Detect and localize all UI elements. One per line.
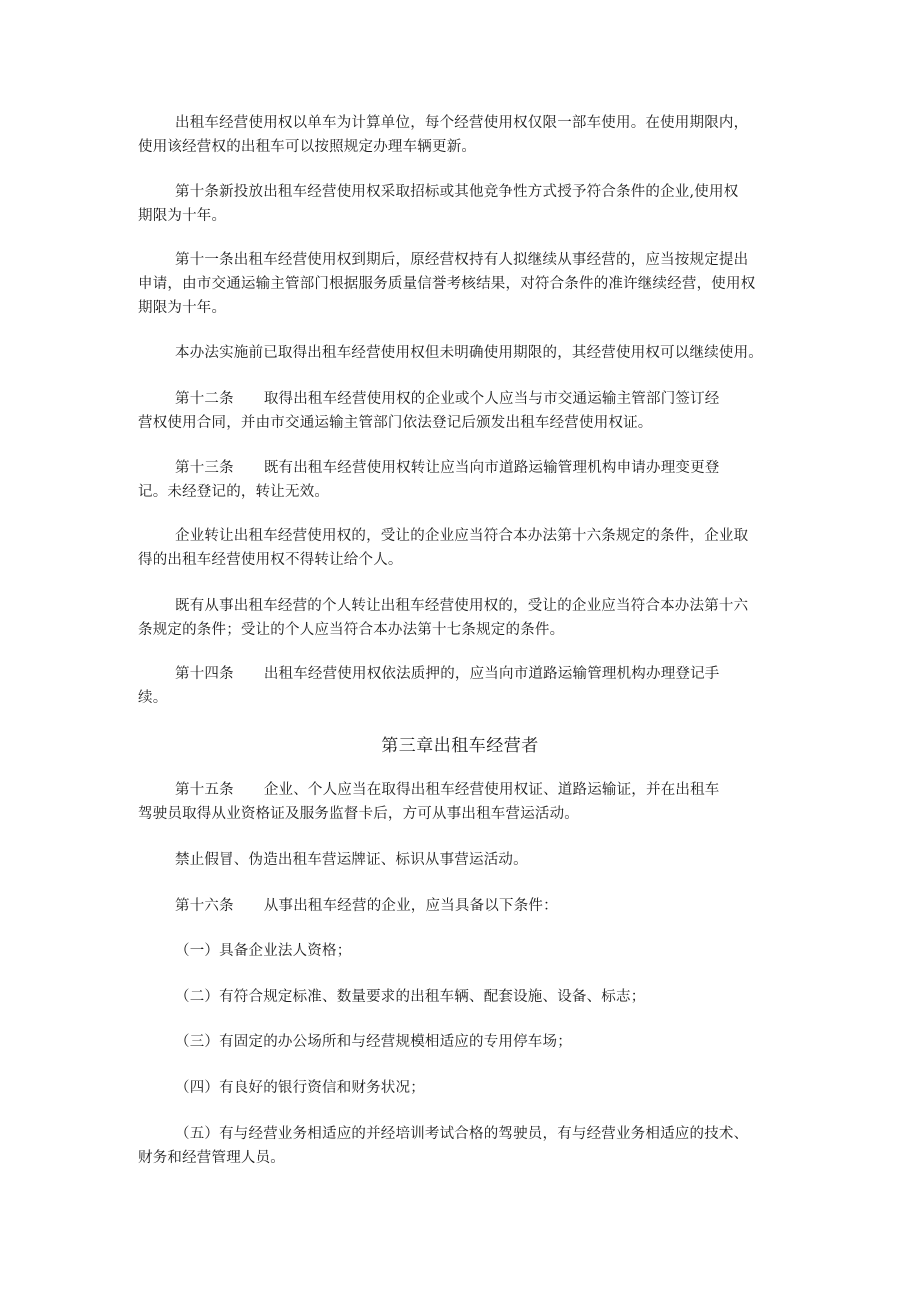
paragraph-prior-rights [138, 341, 788, 365]
text-line: 企业转让出租车经营使用权的，受让的企业应当符合本办法第十六条规定的条件，企业取 [175, 528, 749, 544]
chapter-heading: 第三章出租车经营者 [381, 736, 539, 756]
article-label: 第十四条 [175, 666, 234, 682]
text-line: 禁止假冒、伪造出租车营运牌证、标识从事营运活动。 [175, 852, 528, 868]
article-11 [138, 248, 788, 320]
text-line [138, 387, 788, 411]
article-text: 出租车经营使用权依法质押的，应当向市道路运输管理机构办理登记手 [263, 666, 720, 682]
text-line: 续。 [138, 690, 168, 706]
paragraph-individual-transfer [138, 594, 788, 642]
text-line [138, 894, 788, 918]
text-line: 得的出租车经营使用权不得转让给个人。 [138, 552, 403, 568]
text-line [138, 662, 788, 686]
list-item [138, 1030, 788, 1054]
text-line: （五）有与经营业务相适应的并经培训考试合格的驾驶员，有与经营业务相适应的技术、 [175, 1126, 749, 1142]
list-item [138, 939, 788, 963]
text-line: 驾驶员取得从业资格证及服务监督卡后，方可从事出租车营运活动。 [138, 806, 579, 822]
text-line: 营权使用合同，并由市交通运输主管部门依法登记后颁发出租车经营使用权证。 [138, 415, 653, 431]
article-label: 第十三条 [175, 460, 234, 476]
article-label: 第十二条 [175, 391, 234, 407]
text-line: 条规定的条件；受让的个人应当符合本办法第十七条规定的条件。 [138, 622, 565, 638]
text-line: 第十一条出租车经营使用权到期后，原经营权持有人拟继续从事经营的，应当按规定提出 [175, 252, 749, 268]
text-line: 既有从事出租车经营的个人转让出租车经营使用权的，受让的企业应当符合本办法第十六 [175, 598, 749, 614]
list-item [138, 985, 788, 1009]
article-text: 从事出租车经营的企业，应当具备以下条件： [263, 898, 558, 914]
article-12 [138, 387, 788, 435]
paragraph-vehicle-unit [138, 111, 788, 159]
paragraph-enterprise-transfer [138, 524, 788, 572]
text-line [138, 456, 788, 480]
text-line: 期限为十年。 [138, 300, 227, 316]
text-line [138, 778, 788, 802]
text-line: 本办法实施前已取得出租车经营使用权但未明确使用期限的，其经营使用权可以继续使用。 [175, 345, 763, 361]
text-line: （三）有固定的办公场所和与经营规模相适应的专用停车场； [175, 1034, 572, 1050]
text-line: 使用该经营权的出租车可以按照规定办理车辆更新。 [138, 139, 477, 155]
article-15 [138, 778, 788, 826]
text-line: （一）具备企业法人资格； [175, 943, 352, 959]
article-text: 取得出租车经营使用权的企业或个人应当与市交通运输主管部门签订经 [263, 391, 720, 407]
text-line: （四）有良好的银行资信和财务状况； [175, 1080, 425, 1096]
article-label: 第十五条 [175, 782, 234, 798]
article-text: 企业、个人应当在取得出租车经营使用权证、道路运输证，并在出租车 [263, 782, 720, 798]
paragraph-prohibition [138, 848, 788, 872]
article-label: 第十六条 [175, 898, 234, 914]
article-16 [138, 894, 788, 918]
article-10 [138, 180, 788, 228]
text-line: 第十条新投放出租车经营使用权采取招标或其他竞争性方式授予符合条件的企业,使用权 [175, 184, 739, 200]
article-text: 既有出租车经营使用权转让应当向市道路运输管理机构申请办理变更登 [263, 460, 720, 476]
text-line: （二）有符合规定标准、数量要求的出租车辆、配套设施、设备、标志； [175, 989, 646, 1005]
text-line: 出租车经营使用权以单车为计算单位，每个经营使用权仅限一部车使用。在使用期限内， [175, 115, 749, 131]
text-line: 期限为十年。 [138, 208, 227, 224]
article-13 [138, 456, 788, 504]
article-14 [138, 662, 788, 710]
list-item [138, 1122, 788, 1170]
text-line: 财务和经营管理人员。 [138, 1150, 285, 1166]
text-line: 申请，由市交通运输主管部门根据服务质量信誉考核结果，对符合条件的准许继续经营，使用权 [138, 276, 756, 292]
text-line: 记。未经登记的，转让无效。 [138, 484, 330, 500]
list-item [138, 1076, 788, 1100]
